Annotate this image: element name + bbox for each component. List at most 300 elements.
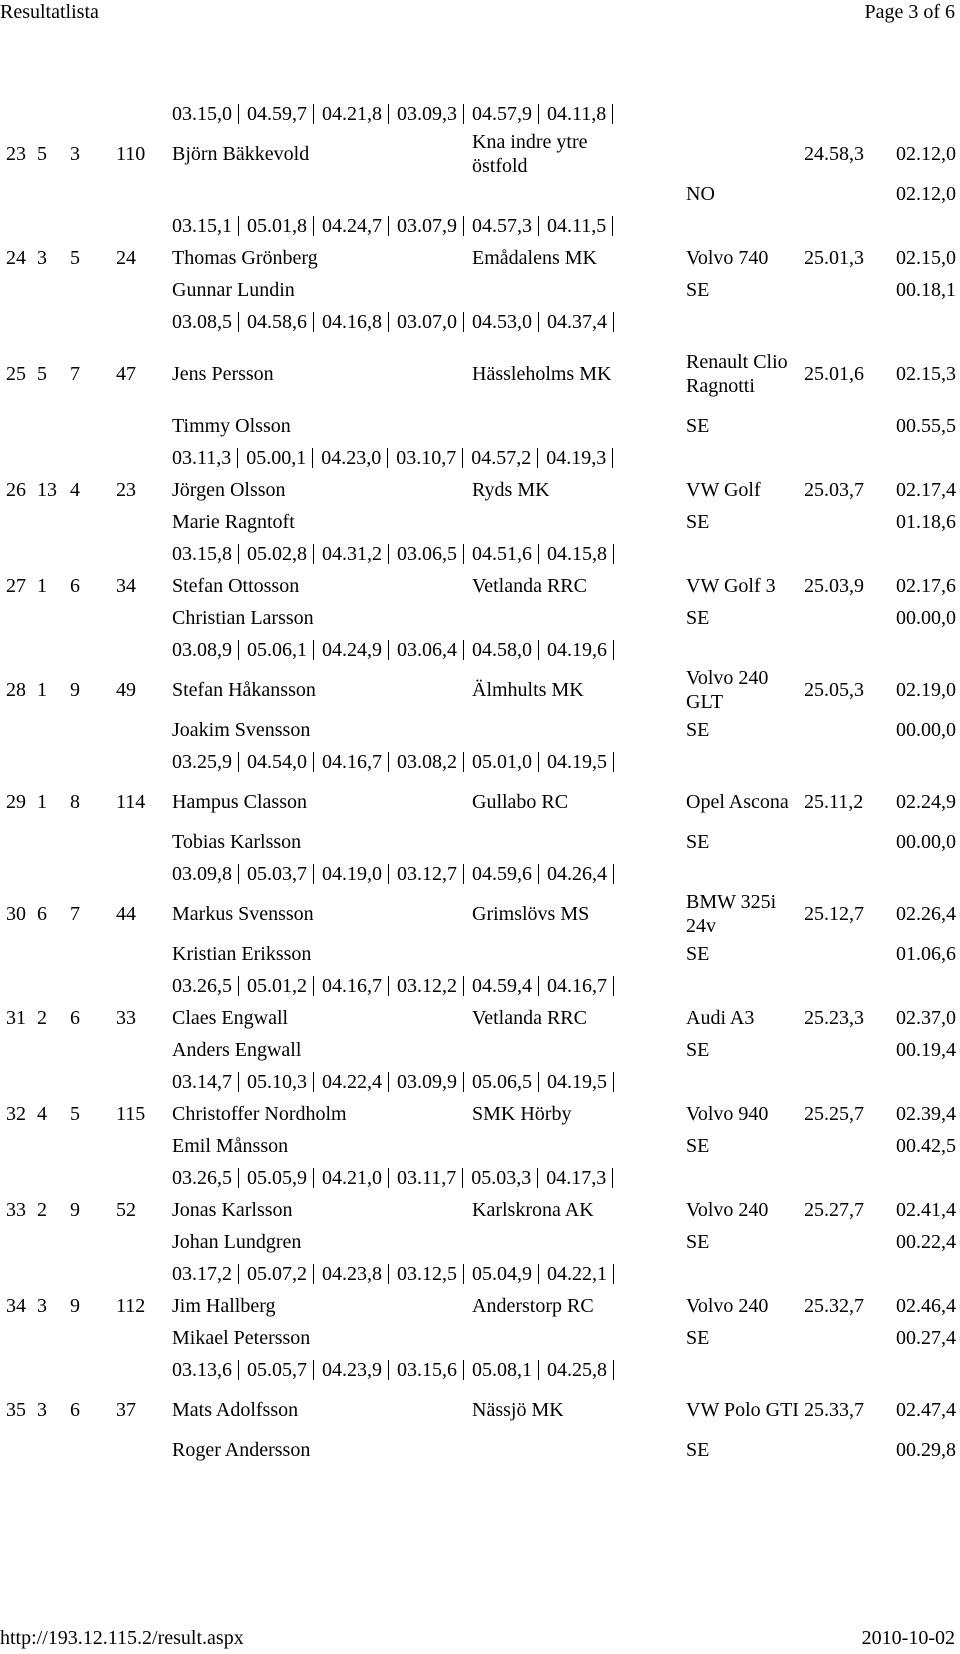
split-time: 03.26,5 — [172, 975, 232, 997]
table-row — [0, 474, 960, 506]
start-number: 49 — [116, 679, 136, 701]
split-time: 03.11,3 — [172, 447, 232, 469]
total-time: 24.58,3 — [804, 143, 864, 165]
split-time: 04.59,4 — [472, 975, 532, 997]
club-name: Karlskrona AK — [472, 1199, 594, 1221]
split-time: 03.07,0 — [397, 311, 457, 333]
club-name: Gullabo RC — [472, 791, 569, 813]
split-separator — [538, 752, 539, 772]
table-row — [0, 1386, 960, 1434]
codriver-row — [0, 178, 960, 210]
time-diff: 02.12,0 — [896, 143, 956, 165]
split-separator — [613, 640, 614, 660]
class-position: 1 — [37, 575, 47, 597]
split-times — [172, 1166, 621, 1190]
total-time: 25.23,3 — [804, 1007, 864, 1029]
split-time: 04.16,7 — [547, 975, 607, 997]
split-time: 03.09,9 — [397, 1071, 457, 1093]
time-diff: 02.46,4 — [896, 1295, 956, 1317]
split-time: 05.05,9 — [247, 1167, 307, 1189]
codriver-row — [0, 938, 960, 970]
driver-name: Jörgen Olsson — [172, 479, 286, 501]
split-time: 03.12,2 — [397, 975, 457, 997]
codriver-diff: 02.12,0 — [896, 183, 956, 205]
codriver-name: Joakim Svensson — [172, 719, 311, 741]
split-separator — [538, 1072, 539, 1092]
split-time: 05.01,0 — [472, 751, 532, 773]
split-separator — [388, 1360, 389, 1380]
split-separator — [238, 864, 239, 884]
class-position: 5 — [37, 143, 47, 165]
split-time: 04.53,0 — [472, 311, 532, 333]
class: 3 — [70, 143, 80, 165]
split-separator — [538, 1264, 539, 1284]
split-separator — [238, 1360, 239, 1380]
nationality: SE — [686, 1439, 710, 1461]
class: 5 — [70, 1103, 80, 1125]
split-separator — [313, 544, 314, 564]
result-entry — [0, 890, 960, 1002]
split-time: 03.07,9 — [397, 215, 457, 237]
total-time: 25.33,7 — [804, 1399, 864, 1421]
result-entry — [0, 242, 960, 338]
table-row — [0, 1290, 960, 1322]
result-entry — [0, 474, 960, 570]
split-time: 04.21,8 — [322, 103, 382, 125]
split-time: 05.02,8 — [247, 543, 307, 565]
driver-name: Christoffer Nordholm — [172, 1103, 347, 1125]
table-row — [0, 890, 960, 938]
split-time: 04.22,1 — [547, 1263, 607, 1285]
position: 26 — [6, 479, 26, 501]
split-times — [172, 974, 622, 998]
split-separator — [388, 544, 389, 564]
total-time: 25.27,7 — [804, 1199, 864, 1221]
position: 23 — [6, 143, 26, 165]
split-separator — [613, 1264, 614, 1284]
split-time: 03.11,7 — [397, 1167, 457, 1189]
split-separator — [538, 976, 539, 996]
table-row — [0, 1002, 960, 1034]
split-separator — [613, 312, 614, 332]
table-row — [0, 666, 960, 714]
split-separator — [388, 1168, 389, 1188]
total-time: 25.03,9 — [804, 575, 864, 597]
split-times-row — [0, 1066, 960, 1098]
car-model: Volvo 240 — [686, 1295, 769, 1317]
split-times — [172, 446, 621, 470]
split-separator — [238, 640, 239, 660]
split-separator — [463, 640, 464, 660]
total-time: 25.03,7 — [804, 479, 864, 501]
split-separator — [463, 1072, 464, 1092]
class-position: 6 — [37, 903, 47, 925]
codriver-row — [0, 506, 960, 538]
split-time: 04.19,6 — [547, 639, 607, 661]
split-separator — [613, 976, 614, 996]
class-position: 2 — [37, 1007, 47, 1029]
car-model: BMW 325i 24v — [686, 891, 777, 937]
split-separator — [388, 1264, 389, 1284]
split-time: 04.37,4 — [547, 311, 607, 333]
split-times-row — [0, 306, 960, 338]
split-time: 03.17,2 — [172, 1263, 232, 1285]
split-separator — [313, 104, 314, 124]
split-separator — [388, 1072, 389, 1092]
table-row — [0, 1098, 960, 1130]
result-entry — [0, 1290, 960, 1386]
split-separator — [388, 640, 389, 660]
split-separator — [238, 1168, 239, 1188]
split-time: 04.19,3 — [546, 447, 607, 469]
split-separator — [387, 448, 388, 468]
table-row — [0, 1194, 960, 1226]
codriver-row — [0, 1130, 960, 1162]
split-time: 03.15,8 — [172, 543, 232, 565]
time-diff: 02.24,9 — [896, 791, 956, 813]
total-time: 25.05,3 — [804, 679, 864, 701]
split-separator — [238, 216, 239, 236]
club-name: Hässleholms MK — [472, 363, 612, 385]
split-time: 03.08,2 — [397, 751, 457, 773]
split-separator — [313, 640, 314, 660]
class-position: 3 — [37, 247, 47, 269]
split-separator — [313, 1264, 314, 1284]
club-name: Ryds MK — [472, 479, 550, 501]
split-times — [172, 310, 622, 334]
car-model: Volvo 940 — [686, 1103, 769, 1125]
split-time: 04.58,6 — [247, 311, 307, 333]
split-times — [172, 102, 621, 126]
codriver-name: Johan Lundgren — [172, 1231, 302, 1253]
nationality: SE — [686, 1135, 710, 1157]
table-row — [0, 570, 960, 602]
class: 6 — [70, 1399, 80, 1421]
class-position: 1 — [37, 791, 47, 813]
class: 8 — [70, 791, 80, 813]
split-separator — [388, 104, 389, 124]
time-diff: 02.17,6 — [896, 575, 956, 597]
split-time: 04.23,8 — [322, 1263, 382, 1285]
split-separator — [238, 104, 239, 124]
split-time: 04.26,4 — [547, 863, 607, 885]
split-separator — [538, 216, 539, 236]
codriver-diff: 00.22,4 — [896, 1231, 956, 1253]
codriver-diff: 00.19,4 — [896, 1039, 956, 1061]
split-separator — [388, 864, 389, 884]
split-time: 04.57,2 — [471, 447, 532, 469]
split-times — [172, 1262, 622, 1286]
split-time: 04.25,8 — [547, 1359, 607, 1381]
car-model: Audi A3 — [686, 1007, 755, 1029]
result-entry — [0, 778, 960, 890]
class: 4 — [70, 479, 80, 501]
class: 6 — [70, 575, 80, 597]
split-times — [172, 750, 622, 774]
class: 6 — [70, 1007, 80, 1029]
class-position: 4 — [37, 1103, 47, 1125]
split-time: 04.24,7 — [322, 215, 382, 237]
codriver-name: Gunnar Lundin — [172, 279, 295, 301]
nationality: SE — [686, 511, 710, 533]
split-time: 04.17,3 — [546, 1167, 607, 1189]
split-separator — [613, 864, 614, 884]
split-time: 04.59,6 — [472, 863, 532, 885]
codriver-diff: 00.55,5 — [896, 415, 956, 437]
split-time: 04.23,9 — [322, 1359, 382, 1381]
split-times — [172, 1358, 622, 1382]
table-row — [0, 778, 960, 826]
codriver-row — [0, 826, 960, 858]
results-list — [0, 98, 960, 1466]
split-time: 05.03,3 — [471, 1167, 532, 1189]
split-time: 03.10,7 — [396, 447, 457, 469]
club-name: Grimslövs MS — [472, 903, 590, 925]
car-model: Opel Ascona — [686, 791, 789, 813]
time-diff: 02.19,0 — [896, 679, 956, 701]
start-number: 23 — [116, 479, 136, 501]
car-model: Volvo 240 GLT — [686, 667, 769, 713]
position: 35 — [6, 1399, 26, 1421]
split-separator — [388, 216, 389, 236]
split-times-row — [0, 538, 960, 570]
total-time: 25.01,6 — [804, 363, 864, 385]
club-name: SMK Hörby — [472, 1103, 572, 1125]
split-time: 03.09,3 — [397, 103, 457, 125]
position: 29 — [6, 791, 26, 813]
driver-name: Hampus Classon — [172, 791, 307, 813]
split-time: 03.26,5 — [172, 1167, 232, 1189]
start-number: 114 — [116, 791, 146, 813]
class-position: 3 — [37, 1295, 47, 1317]
split-times — [172, 214, 621, 238]
split-separator — [538, 544, 539, 564]
start-number: 34 — [116, 575, 136, 597]
footer-date: 2010-10-02 — [861, 1627, 955, 1649]
driver-name: Stefan Håkansson — [172, 679, 316, 701]
split-time: 03.08,5 — [172, 311, 232, 333]
codriver-diff: 01.18,6 — [896, 511, 956, 533]
time-diff: 02.26,4 — [896, 903, 956, 925]
split-separator — [537, 448, 538, 468]
split-time: 04.19,5 — [547, 1071, 607, 1093]
split-time: 05.04,9 — [472, 1263, 532, 1285]
nationality: SE — [686, 279, 710, 301]
split-separator — [237, 448, 238, 468]
split-separator — [388, 976, 389, 996]
class-position: 2 — [37, 1199, 47, 1221]
driver-name: Claes Engwall — [172, 1007, 289, 1029]
nationality: SE — [686, 719, 710, 741]
driver-name: Björn Bäkkevold — [172, 143, 310, 165]
split-time: 03.13,6 — [172, 1359, 232, 1381]
split-time: 04.54,0 — [247, 751, 307, 773]
driver-name: Jonas Karlsson — [172, 1199, 293, 1221]
start-number: 115 — [116, 1103, 146, 1125]
start-number: 24 — [116, 247, 136, 269]
split-times-row — [0, 1354, 960, 1386]
codriver-name: Marie Ragntoft — [172, 511, 295, 533]
car-model: Volvo 240 — [686, 1199, 769, 1221]
club-name: Anderstorp RC — [472, 1295, 594, 1317]
page-footer — [0, 1626, 960, 1654]
driver-name: Jim Hallberg — [172, 1295, 276, 1317]
position: 25 — [6, 363, 26, 385]
result-entry — [0, 130, 960, 242]
split-time: 05.05,7 — [247, 1359, 307, 1381]
split-time: 05.06,5 — [472, 1071, 532, 1093]
codriver-diff: 00.00,0 — [896, 719, 956, 741]
split-time: 04.22,4 — [322, 1071, 382, 1093]
result-entry — [0, 666, 960, 778]
codriver-diff: 00.00,0 — [896, 607, 956, 629]
position: 28 — [6, 679, 26, 701]
split-times-row — [0, 746, 960, 778]
split-separator — [612, 448, 613, 468]
split-time: 04.24,9 — [322, 639, 382, 661]
split-time: 03.15,1 — [172, 215, 232, 237]
table-row — [0, 338, 960, 410]
split-separator — [463, 1264, 464, 1284]
club-name: Vetlanda RRC — [472, 575, 587, 597]
codriver-name: Tobias Karlsson — [172, 831, 302, 853]
class: 9 — [70, 1199, 80, 1221]
split-separator — [463, 216, 464, 236]
club-name: Älmhults MK — [472, 679, 584, 701]
start-number: 112 — [116, 1295, 146, 1317]
split-times-row — [0, 634, 960, 666]
split-time: 03.08,9 — [172, 639, 232, 661]
split-separator — [313, 216, 314, 236]
split-time: 05.07,2 — [247, 1263, 307, 1285]
codriver-row — [0, 1226, 960, 1258]
car-model: Renault Clio Ragnotti — [686, 351, 788, 397]
split-time: 04.57,3 — [472, 215, 532, 237]
split-separator — [388, 312, 389, 332]
split-time: 04.16,7 — [322, 751, 382, 773]
split-times-row — [0, 442, 960, 474]
position: 27 — [6, 575, 26, 597]
split-separator — [613, 544, 614, 564]
codriver-diff: 00.18,1 — [896, 279, 956, 301]
total-time: 25.25,7 — [804, 1103, 864, 1125]
result-entry — [0, 1002, 960, 1098]
car-model: VW Polo GTI — [686, 1399, 799, 1421]
split-separator — [613, 1072, 614, 1092]
nationality: SE — [686, 1231, 710, 1253]
class-position: 3 — [37, 1399, 47, 1421]
car-model: Volvo 740 — [686, 247, 769, 269]
split-time: 03.15,0 — [172, 103, 232, 125]
codriver-name: Mikael Petersson — [172, 1327, 311, 1349]
split-time: 05.01,8 — [247, 215, 307, 237]
split-time: 05.10,3 — [247, 1071, 307, 1093]
page-number: Page 3 of 6 — [864, 1, 955, 23]
split-time: 03.09,8 — [172, 863, 232, 885]
split-times-row — [0, 1258, 960, 1290]
split-time: 05.08,1 — [472, 1359, 532, 1381]
footer-url: http://193.12.115.2/result.aspx — [0, 1627, 244, 1649]
position: 30 — [6, 903, 26, 925]
split-time: 03.25,9 — [172, 751, 232, 773]
codriver-name: Timmy Olsson — [172, 415, 291, 437]
codriver-name: Emil Månsson — [172, 1135, 289, 1157]
split-time: 03.12,7 — [397, 863, 457, 885]
time-diff: 02.47,4 — [896, 1399, 956, 1421]
codriver-name: Roger Andersson — [172, 1439, 311, 1461]
driver-name: Thomas Grönberg — [172, 247, 318, 269]
split-time: 04.31,2 — [322, 543, 382, 565]
split-separator — [238, 976, 239, 996]
split-time: 05.00,1 — [246, 447, 307, 469]
time-diff: 02.15,0 — [896, 247, 956, 269]
class-position: 13 — [37, 479, 57, 501]
total-time: 25.32,7 — [804, 1295, 864, 1317]
split-separator — [313, 1168, 314, 1188]
split-separator — [238, 544, 239, 564]
split-separator — [537, 1168, 538, 1188]
split-separator — [313, 976, 314, 996]
class: 9 — [70, 679, 80, 701]
split-separator — [463, 976, 464, 996]
codriver-diff: 00.42,5 — [896, 1135, 956, 1157]
split-separator — [313, 1360, 314, 1380]
nationality: SE — [686, 831, 710, 853]
codriver-row — [0, 1434, 960, 1466]
split-separator — [538, 1360, 539, 1380]
start-number: 44 — [116, 903, 136, 925]
time-diff: 02.37,0 — [896, 1007, 956, 1029]
start-number: 33 — [116, 1007, 136, 1029]
split-time: 03.12,5 — [397, 1263, 457, 1285]
codriver-row — [0, 1322, 960, 1354]
split-separator — [462, 448, 463, 468]
split-separator — [463, 544, 464, 564]
split-time: 04.11,5 — [547, 215, 607, 237]
codriver-row — [0, 714, 960, 746]
table-row — [0, 130, 960, 178]
result-entry — [0, 338, 960, 474]
codriver-name: Kristian Eriksson — [172, 943, 312, 965]
club-name: Emådalens MK — [472, 247, 597, 269]
split-time: 04.51,6 — [472, 543, 532, 565]
nationality: NO — [686, 183, 715, 205]
nationality: SE — [686, 607, 710, 629]
nationality: SE — [686, 1327, 710, 1349]
class-position: 1 — [37, 679, 47, 701]
position: 34 — [6, 1295, 26, 1317]
split-time: 04.23,0 — [321, 447, 382, 469]
codriver-row — [0, 274, 960, 306]
split-time: 04.59,7 — [247, 103, 307, 125]
total-time: 25.01,3 — [804, 247, 864, 269]
split-separator — [463, 752, 464, 772]
page-title: Resultatlista — [0, 1, 99, 23]
nationality: SE — [686, 943, 710, 965]
split-time: 04.58,0 — [472, 639, 532, 661]
nationality: SE — [686, 415, 710, 437]
split-separator — [538, 312, 539, 332]
split-time: 04.16,7 — [322, 975, 382, 997]
result-entry — [0, 1386, 960, 1466]
split-times-row — [0, 1162, 960, 1194]
split-separator — [462, 1168, 463, 1188]
position: 32 — [6, 1103, 26, 1125]
split-time: 04.15,8 — [547, 543, 607, 565]
split-separator — [313, 1072, 314, 1092]
time-diff: 02.15,3 — [896, 363, 956, 385]
split-times — [172, 862, 622, 886]
